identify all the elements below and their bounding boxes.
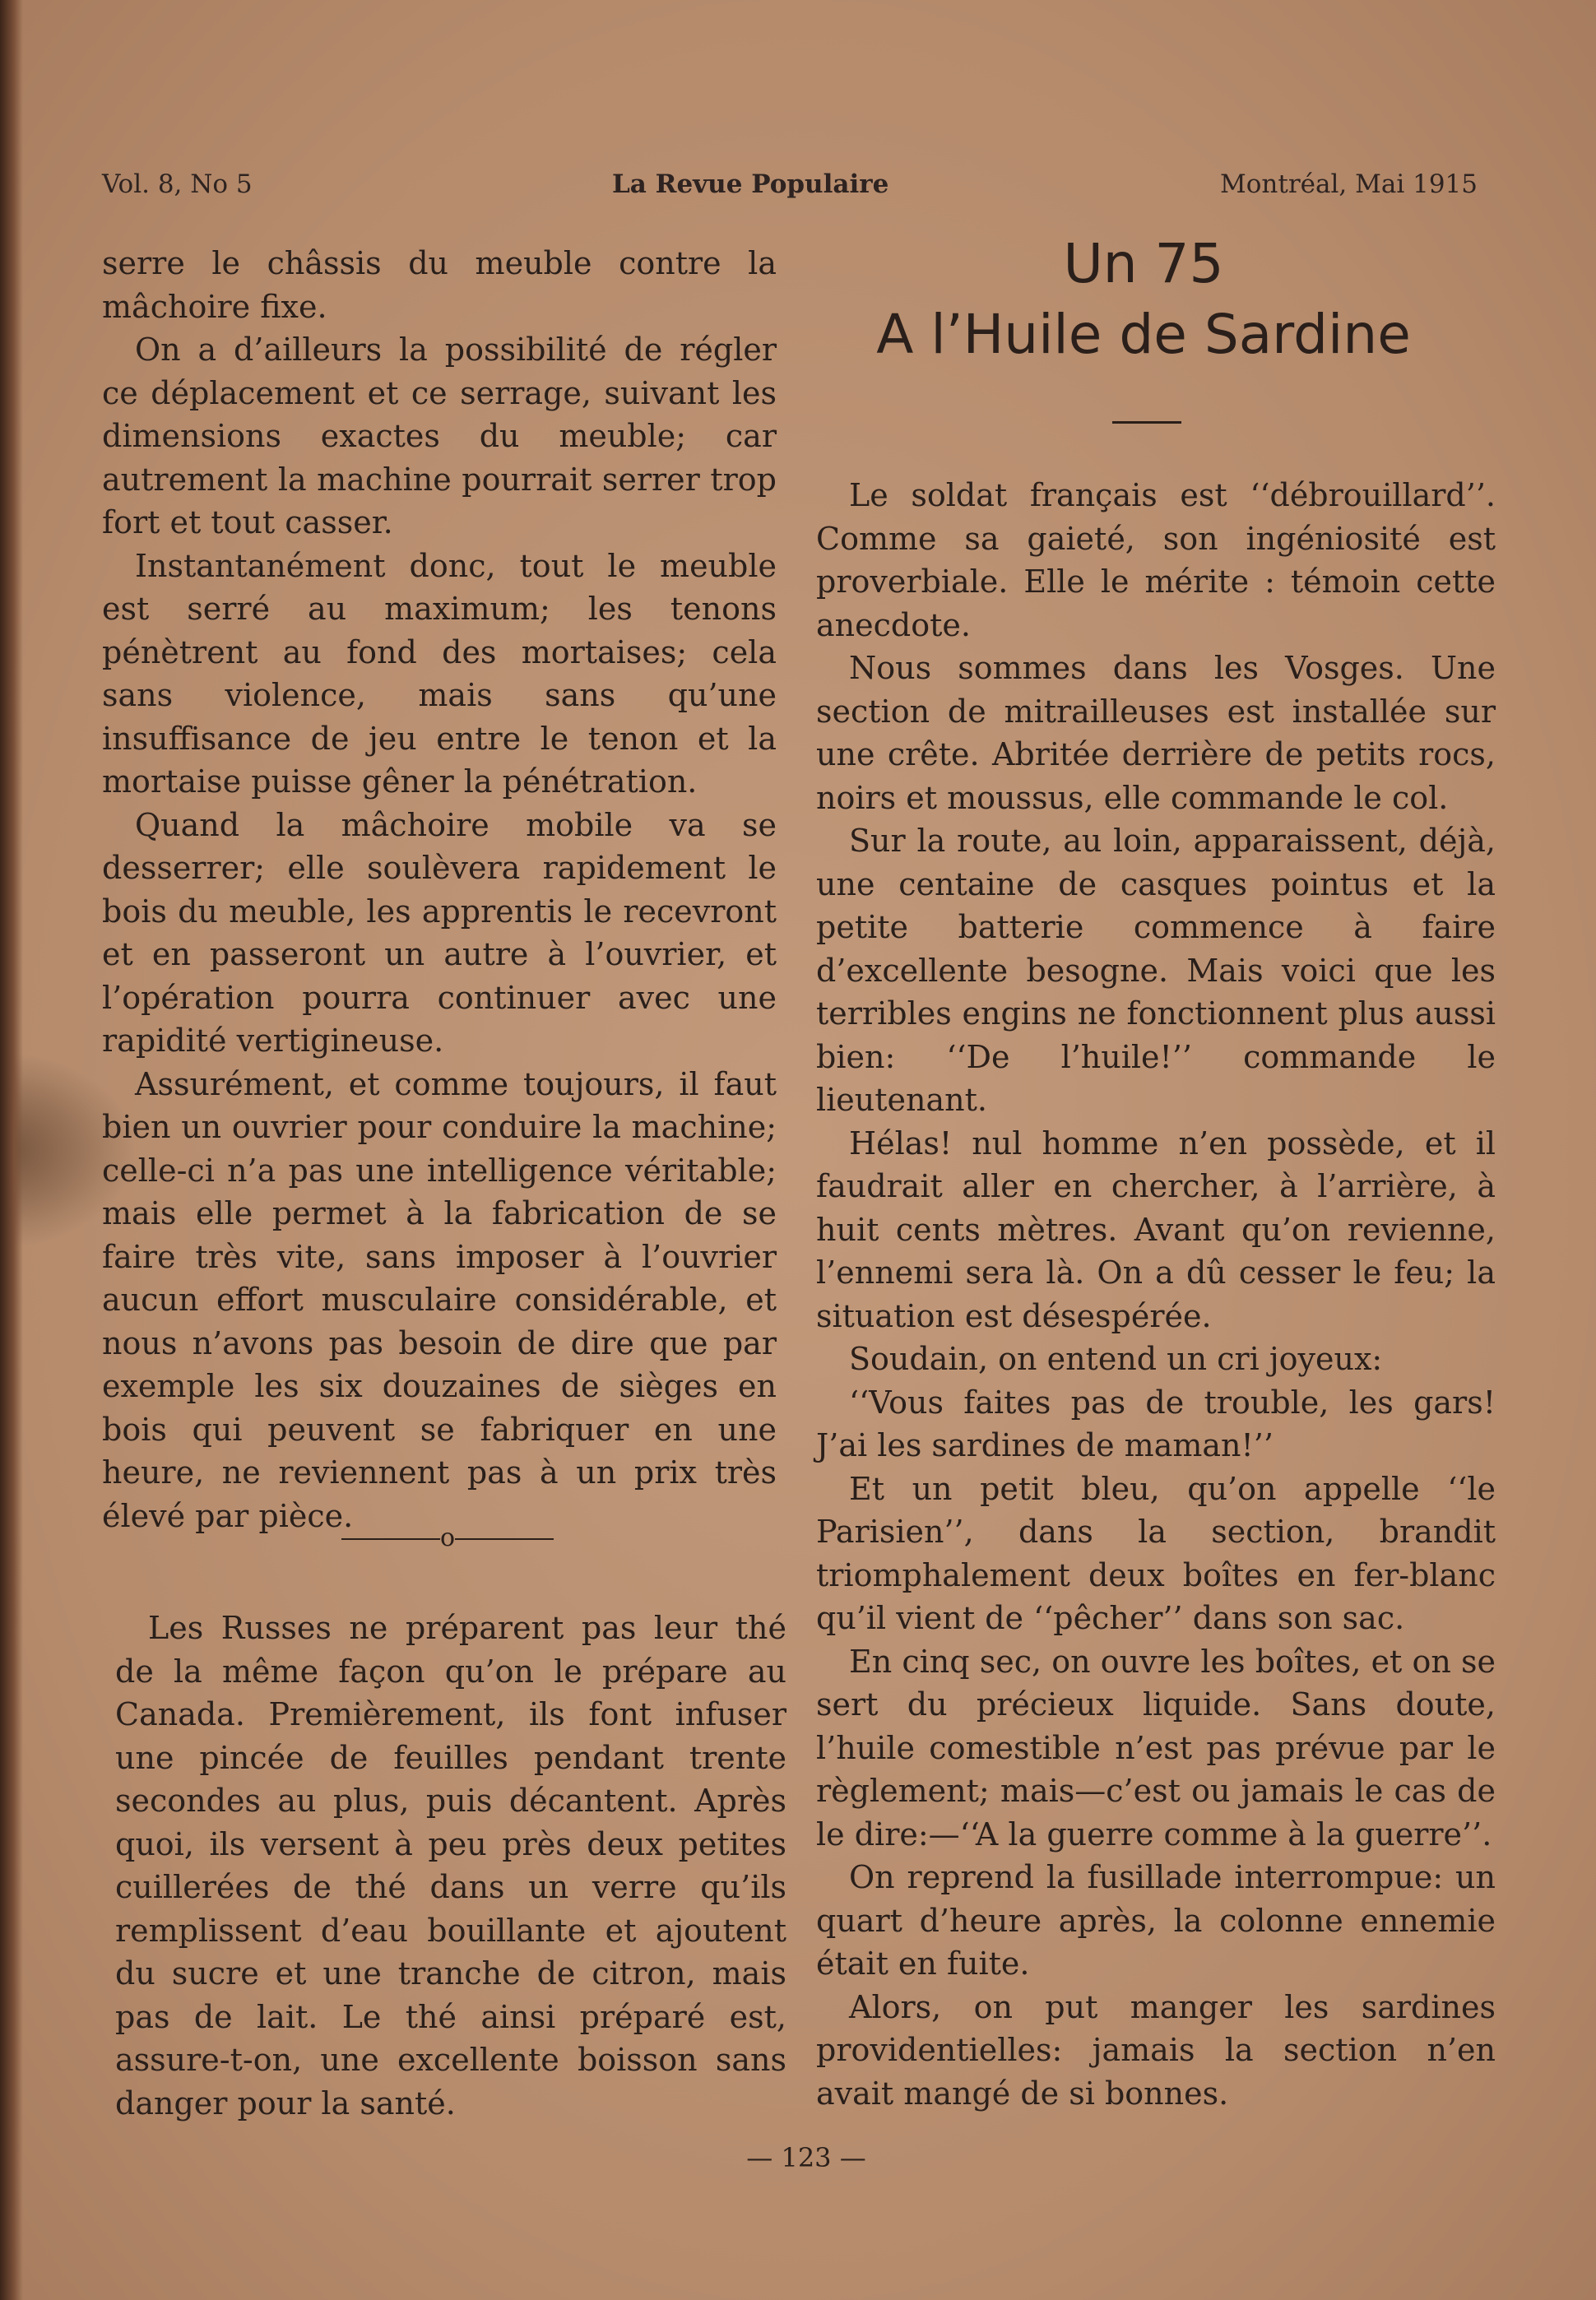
- paragraph: Instantanément donc, tout le meuble est serré au maximum; les tenons pénètrent au fond des mortaises; cela sans violence, mais sans qu’une insuffisance de jeu entre le tenon et la mortaise puisse gêner la pénétration.: [102, 547, 777, 800]
- section-divider: [332, 1523, 563, 1556]
- running-header: [102, 169, 1478, 209]
- paragraph: Les Russes ne préparent pas leur thé de la même façon qu’on le prépare au Canada. Premièrement, ils font infuser une pincée de feuilles pendant trente secondes au plus, puis décantent. Après quoi, ils versent à peu près deux petites cuillerées de thé dans un verre qu’ils remplissent d’eau bouillante et ajoutent du sucre et une tranche de citron, mais pas de lait. Le thé ainsi préparé est, assure-t-on, une excellente boisson sans danger pour la santé.: [115, 1610, 786, 2121]
- divider-mark: o: [439, 1523, 456, 1552]
- paragraph: Hélas! nul homme n’en possède, et il faudrait aller en chercher, à l’arrière, à huit cents mètres. Avant qu’on revienne, l’ennemi sera là. On a dû cesser le feu; la situation est désespérée.: [816, 1124, 1496, 1334]
- book-spine-shadow: [0, 0, 23, 2300]
- tea-article: [115, 1607, 786, 2125]
- publication-title: La Revue Populaire: [612, 169, 889, 199]
- article-title-line-2: A l’Huile de Sardine: [876, 303, 1411, 366]
- paragraph: Soudain, on entend un cri joyeux:: [849, 1341, 1383, 1377]
- paragraph: Le soldat français est ‘‘débrouillard’’. Comme sa gaieté, son ingéniosité est proverbiale. Elle le mérite : témoin cette anecdote.: [816, 477, 1496, 643]
- left-column-continued-article: [102, 242, 777, 1537]
- paragraph: Et un petit bleu, qu’on appelle ‘‘le Parisien’’, dans la section, brandit triomphalement deux boîtes en fer-blanc qu’il vient de ‘‘pêcher’’ dans son sac.: [816, 1470, 1496, 1636]
- paragraph: serre le châssis du meuble contre la mâchoire fixe.: [102, 245, 777, 325]
- paragraph: Quand la mâchoire mobile va se desserrer; elle soulèvera rapidement le bois du meuble, les apprentis le recevront et en passeront un autre à l’ouvrier, et l’opération pourra continuer avec une rapidité vertigineuse.: [102, 806, 777, 1059]
- paragraph: On reprend la fusillade interrompue: un quart d’heure après, la colonne ennemie était en fuite.: [816, 1859, 1496, 1982]
- paragraph: Sur la route, au loin, apparaissent, déjà, une centaine de casques pointus et la petite batterie commence à faire d’excellente besogne. Mais voici que les terribles engins ne fonctionnent plus aussi bien: ‘‘De l’huile!’’ commande le lieutenant.: [816, 823, 1496, 1118]
- paragraph: Alors, on put manger les sardines providentielles: jamais la section n’en avait mangé de si bonnes.: [816, 1988, 1496, 2112]
- article-title: [814, 229, 1473, 370]
- title-rule: [1112, 421, 1181, 424]
- article-title-line-1: Un 75: [1063, 232, 1224, 295]
- issue-date: Montréal, Mai 1915: [1220, 169, 1478, 199]
- divider-line-left: [341, 1538, 440, 1540]
- paragraph: Nous sommes dans les Vosges. Une section de mitrailleuses est installée sur une crête. Abritée derrière de petits rocs, noirs et moussus, elle commande le col.: [816, 650, 1496, 816]
- paragraph: ‘‘Vous faites pas de trouble, les gars! J’ai les sardines de maman!’’: [816, 1384, 1496, 1463]
- paragraph: Assurément, et comme toujours, il faut bien un ouvrier pour conduire la machine; celle-ci n’a pas une intelligence véritable; mais elle permet à la fabrication de se faire très vite, sans imposer à l’ouvrier aucun effort musculaire considérable, et nous n’avons pas besoin de dire que par exemple les six douzaines de sièges en bois qui peuvent se fabriquer en une heure, ne reviennent pas à un prix très élevé par pièce.: [102, 1065, 777, 1534]
- divider-line-right: [455, 1538, 554, 1540]
- page-number: — 123 —: [746, 2142, 866, 2173]
- volume-number: Vol. 8, No 5: [102, 169, 253, 199]
- paragraph: On a d’ailleurs la possibilité de régler ce déplacement et ce serrage, suivant les dimensions exactes du meuble; car autrement la machine pourrait serrer trop fort et tout casser.: [102, 332, 777, 540]
- paragraph: En cinq sec, on ouvre les boîtes, et on se sert du précieux liquide. Sans doute, l’huile comestible n’est pas prévue par le règlement; mais—c’est ou jamais le cas de le dire:—‘‘A la guerre comme à la guerre’’.: [816, 1643, 1496, 1853]
- sardine-article-body: [816, 474, 1496, 2115]
